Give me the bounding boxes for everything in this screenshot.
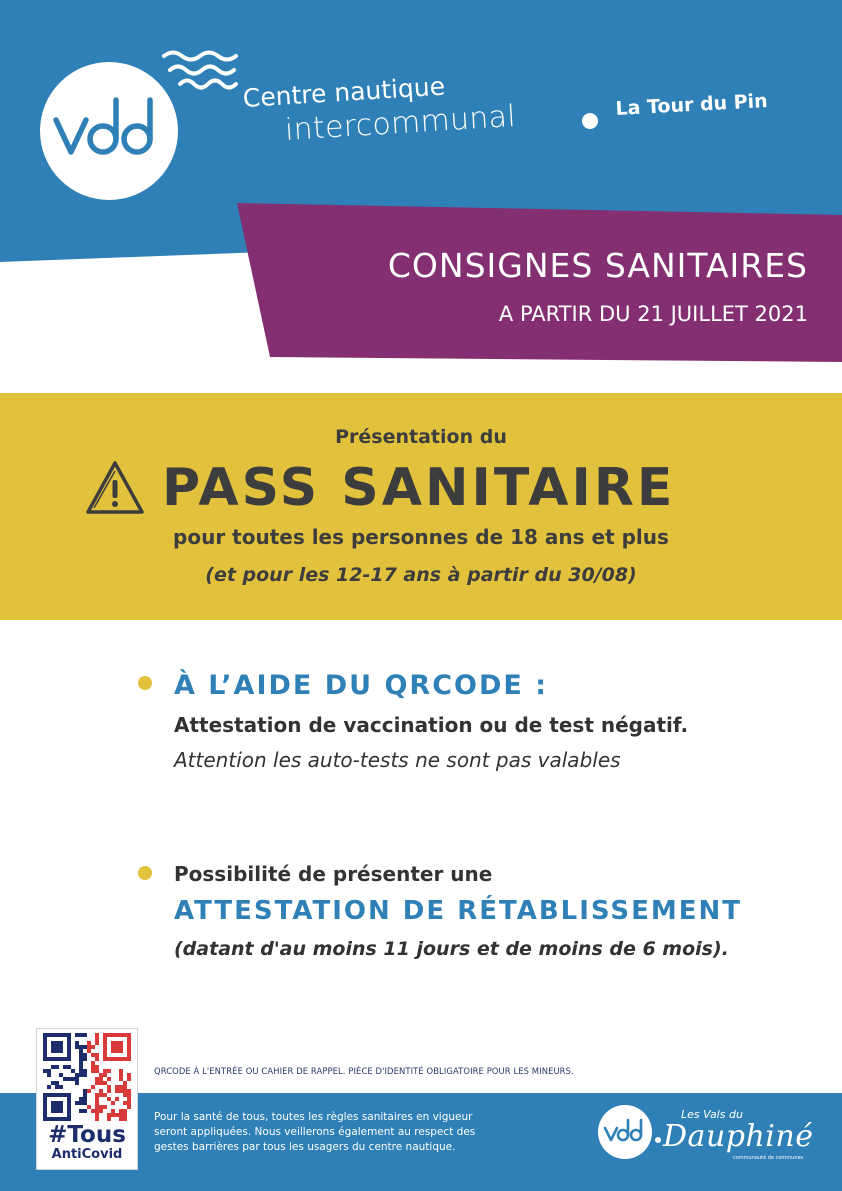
centre-name-line2: intercommunal xyxy=(284,98,517,148)
qrcode-heading: À L’AIDE DU QRCODE : xyxy=(174,670,549,701)
location-name: La Tour du Pin xyxy=(615,90,769,120)
recovery-conditions-text: (datant d'au moins 11 jours et de moins de 6 mois). xyxy=(174,938,729,960)
qr-code-icon xyxy=(43,1033,131,1121)
vdd-brand-logo xyxy=(598,1105,652,1159)
bullet-dot xyxy=(138,866,152,880)
tousanticovid-qr-card xyxy=(36,1028,138,1170)
page-title: CONSIGNES SANITAIRES xyxy=(387,246,808,285)
recovery-heading: ATTESTATION DE RÉTABLISSEMENT xyxy=(174,896,743,926)
qr-subtitle: AntiCovid xyxy=(51,1147,123,1162)
brand-subtitle: communauté de communes xyxy=(733,1155,804,1161)
qr-code-note: QRCODE À L'ENTRÉE OU CAHIER DE RAPPEL. PIÈCE D'IDENTITÉ OBLIGATOIRE POUR LES MINEURS. xyxy=(154,1066,574,1076)
centre-name-line1: Centre nautique xyxy=(242,71,446,113)
recovery-intro-text: Possibilité de présenter une xyxy=(174,862,493,886)
qr-hashtag: #Tous xyxy=(48,1122,126,1148)
pass-audience: pour toutes les personnes de 18 ans et plus xyxy=(173,525,669,549)
vdd-logo xyxy=(40,62,178,200)
bullet-dot xyxy=(138,676,152,690)
separator-dot xyxy=(582,113,598,129)
brand-name-top: Les Vals du xyxy=(681,1108,743,1121)
waves-icon xyxy=(160,48,240,96)
start-date: A PARTIR DU 21 JUILLET 2021 xyxy=(498,302,808,326)
vdd-logo-mark xyxy=(40,62,178,200)
brand-dot xyxy=(655,1137,661,1143)
pass-title: PASS SANITAIRE xyxy=(162,458,676,518)
brand-name-main: Dauphiné xyxy=(663,1119,814,1154)
qrcode-attestation-text: Attestation de vaccination ou de test négatif. xyxy=(174,713,689,737)
pass-intro: Présentation du xyxy=(335,426,507,448)
warning-icon xyxy=(84,458,146,518)
footer-text: Pour la santé de tous, toutes les règles sanitaires en vigueur seront appliquées. Nous veillerons également au respect des gestes barrières par tous les usagers du centre nautique. xyxy=(154,1111,476,1153)
pass-teens-note: (et pour les 12-17 ans à partir du 30/08) xyxy=(205,564,637,586)
autotest-warning-text: Attention les auto-tests ne sont pas valables xyxy=(174,748,621,772)
vdd-brand-mark xyxy=(598,1105,652,1159)
